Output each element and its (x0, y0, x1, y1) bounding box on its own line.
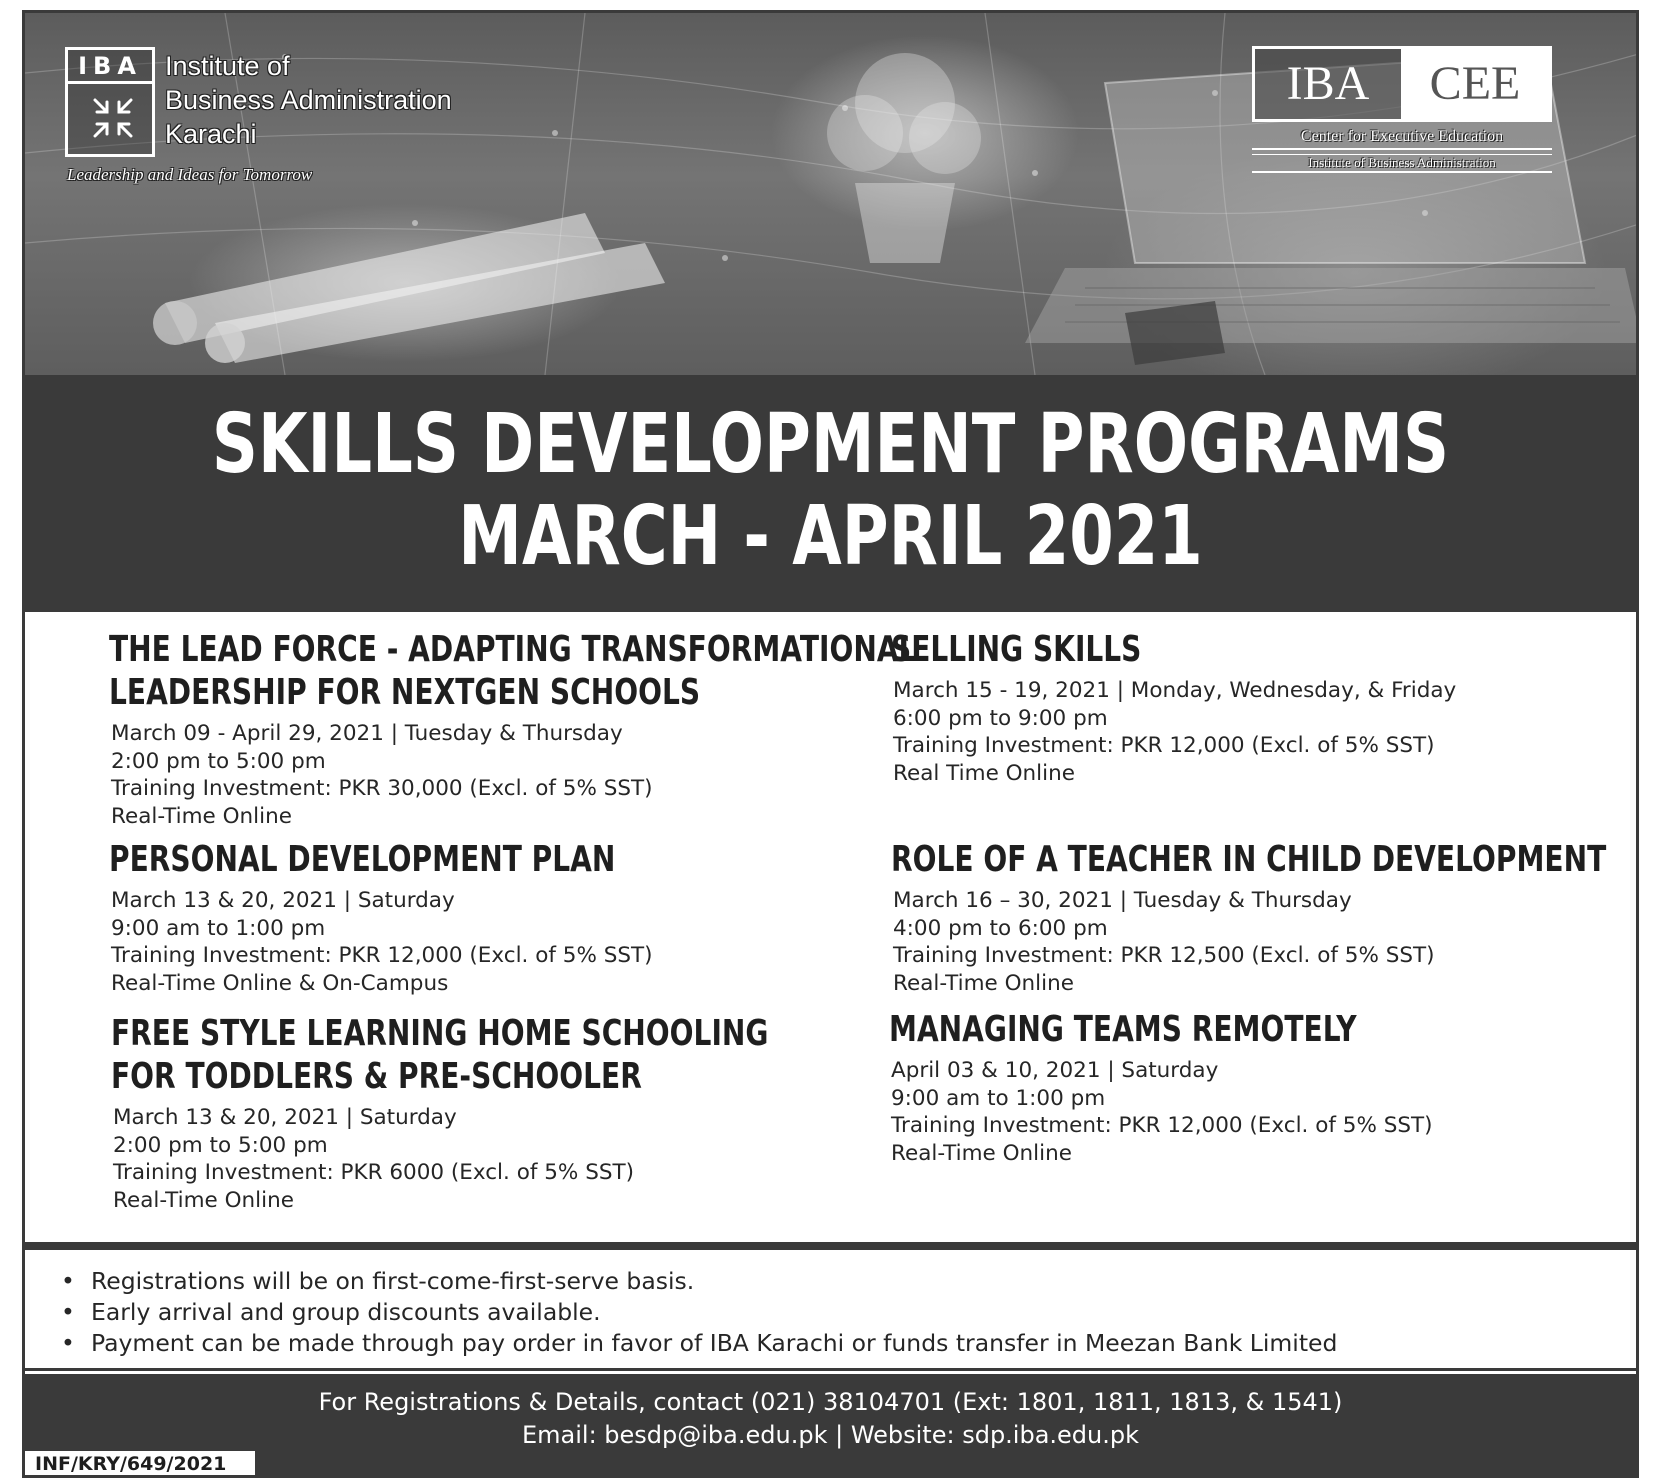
note-text: Early arrival and group discounts available. (91, 1298, 601, 1326)
iba-logo-mark (65, 47, 155, 157)
page-title: SKILLS DEVELOPMENT PROGRAMS (211, 397, 1450, 492)
program-mode: Real-Time Online & On-Campus (111, 970, 449, 996)
iba-tagline: Leadership and Ideas for Tomorrow (67, 165, 313, 184)
program-time: 4:00 pm to 6:00 pm (893, 915, 1108, 941)
program-free-style-learning (111, 1012, 954, 1214)
programs-section (25, 612, 1636, 1250)
title-banner (25, 375, 1636, 612)
contact-footer (25, 1374, 1636, 1478)
program-mode: Real-Time Online (893, 970, 1074, 996)
program-time: 9:00 am to 1:00 pm (891, 1085, 1106, 1111)
program-mode: Real-Time Online (111, 803, 292, 829)
program-title: FOR TODDLERS & PRE-SCHOOLER (111, 1056, 642, 1097)
note-item (25, 1297, 1636, 1328)
program-details (109, 887, 758, 997)
program-investment: Training Investment: PKR 12,500 (Excl. of 5% SST) (893, 943, 1435, 968)
note-item (25, 1328, 1636, 1359)
program-investment: Training Investment: PKR 12,000 (Excl. of 5% SST) (111, 943, 653, 968)
program-title: PERSONAL DEVELOPMENT PLAN (109, 839, 616, 880)
program-title: LEADERSHIP FOR NEXTGEN SCHOOLS (109, 672, 701, 713)
program-schedule: March 15 - 19, 2021 | Monday, Wednesday, & Friday (893, 678, 1457, 703)
bullet: • (61, 1298, 75, 1326)
program-schedule: March 09 - April 29, 2021 | Tuesday & Thursday (111, 721, 623, 746)
program-details (889, 1057, 1488, 1167)
program-mode: Real Time Online (893, 760, 1075, 786)
cee-logo-cee-text: CEE (1401, 49, 1549, 119)
program-mode: Real-Time Online (113, 1187, 294, 1213)
plant-illustration (827, 53, 981, 263)
iba-institute-name (165, 49, 452, 151)
program-title: SELLING SKILLS (891, 629, 1142, 670)
page-subtitle-dates: MARCH - APRIL 2021 (458, 489, 1203, 584)
note-item (25, 1266, 1636, 1297)
bullet: • (61, 1267, 75, 1295)
program-title: FREE STYLE LEARNING HOME SCHOOLING (111, 1013, 769, 1054)
iba-logo-letters: IBA (68, 50, 152, 84)
cee-institute-name: Institute of Business Administration (1252, 154, 1552, 173)
program-title: ROLE OF A TEACHER IN CHILD DEVELOPMENT (891, 839, 1607, 880)
contact-email-website: Email: besdp@iba.edu.pk | Website: sdp.iba.edu.pk (521, 1421, 1140, 1449)
reference-number: INF/KRY/649/2021 (25, 1451, 255, 1478)
iba-emblem-icon (91, 96, 135, 140)
program-managing-teams-remotely (889, 1008, 1488, 1167)
program-title: MANAGING TEAMS REMOTELY (889, 1009, 1357, 1050)
iba-karachi-logo (65, 47, 535, 187)
program-schedule: March 13 & 20, 2021 | Saturday (111, 888, 455, 913)
program-mode: Real-Time Online (891, 1140, 1072, 1166)
note-text: Registrations will be on first-come-first-serve basis. (91, 1267, 695, 1295)
contact-phone: For Registrations & Details, contact (021) 38104701 (Ext: 1801, 1811, 1813, & 1541) (318, 1388, 1343, 1416)
iba-name-line: Business Administration (165, 85, 452, 115)
program-personal-development-plan (109, 838, 758, 997)
program-details (111, 1104, 954, 1214)
iba-cee-logo (1252, 46, 1552, 176)
program-investment: Training Investment: PKR 6000 (Excl. of 5% SST) (113, 1160, 635, 1185)
program-time: 9:00 am to 1:00 pm (111, 915, 326, 941)
notes-section (25, 1258, 1636, 1371)
program-schedule: March 13 & 20, 2021 | Saturday (113, 1105, 457, 1130)
program-time: 2:00 pm to 5:00 pm (111, 748, 326, 774)
program-details (891, 677, 1456, 787)
rolled-papers-illustration (153, 213, 665, 363)
cee-logo-mark (1252, 46, 1552, 122)
program-investment: Training Investment: PKR 30,000 (Excl. of 5% SST) (111, 776, 653, 801)
cee-logo-iba-text: IBA (1286, 57, 1370, 110)
program-investment: Training Investment: PKR 12,000 (Excl. of 5% SST) (893, 733, 1435, 758)
program-details (891, 887, 1639, 997)
bullet: • (61, 1329, 75, 1357)
note-text: Payment can be made through pay order in favor of IBA Karachi or funds transfer in Meezan Bank Limited (91, 1329, 1338, 1357)
cee-center-name: Center for Executive Education (1252, 128, 1552, 150)
program-schedule: April 03 & 10, 2021 | Saturday (891, 1058, 1219, 1083)
program-selling-skills (891, 628, 1456, 787)
program-time: 6:00 pm to 9:00 pm (893, 705, 1108, 731)
program-role-of-teacher (891, 838, 1639, 997)
advertisement (22, 10, 1639, 1478)
program-time: 2:00 pm to 5:00 pm (113, 1132, 328, 1158)
header-photo (25, 13, 1636, 375)
iba-name-line: Institute of (165, 51, 290, 81)
program-title: THE LEAD FORCE - ADAPTING TRANSFORMATIONAL (109, 629, 917, 670)
program-schedule: March 16 – 30, 2021 | Tuesday & Thursday (893, 888, 1352, 913)
program-investment: Training Investment: PKR 12,000 (Excl. of 5% SST) (891, 1113, 1433, 1138)
iba-name-line: Karachi (165, 119, 257, 149)
